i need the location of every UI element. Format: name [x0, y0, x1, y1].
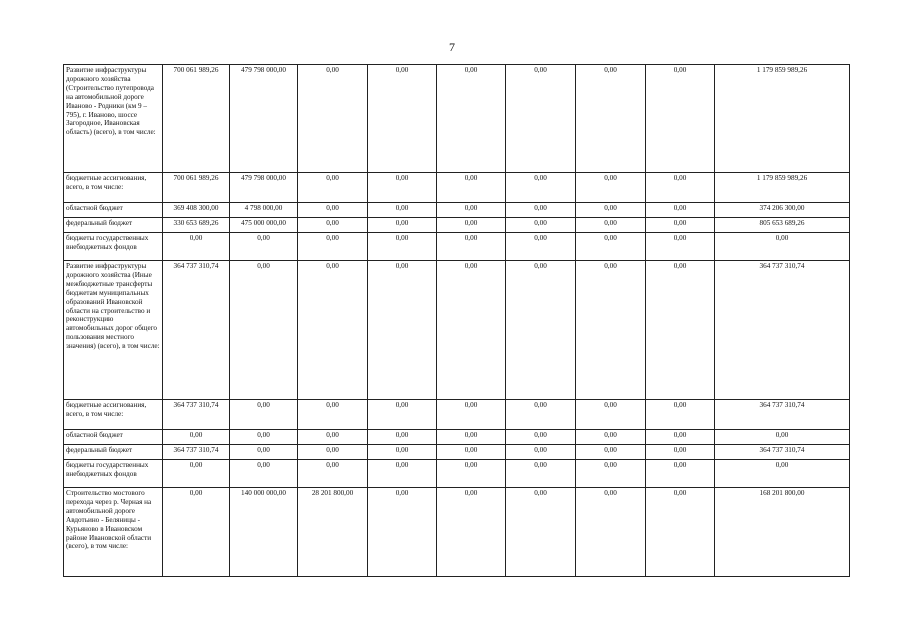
amount-cell: 0,00 — [506, 488, 576, 577]
page-number: 7 — [449, 40, 455, 54]
amount-cell: 364 737 310,74 — [163, 261, 230, 400]
amount-cell: 0,00 — [506, 400, 576, 430]
amount-cell: 0,00 — [298, 460, 368, 488]
amount-cell: 0,00 — [230, 430, 298, 445]
amount-cell: 0,00 — [368, 218, 437, 233]
row-label: областной бюджет — [64, 203, 163, 218]
amount-cell: 0,00 — [506, 173, 576, 203]
amount-cell: 0,00 — [646, 203, 715, 218]
table-row — [64, 460, 850, 488]
amount-cell: 28 201 800,00 — [298, 488, 368, 577]
amount-cell: 0,00 — [576, 233, 646, 261]
amount-cell: 0,00 — [576, 173, 646, 203]
amount-cell: 0,00 — [646, 233, 715, 261]
amount-cell: 0,00 — [506, 261, 576, 400]
row-label: федеральный бюджет — [64, 218, 163, 233]
amount-cell: 0,00 — [646, 430, 715, 445]
amount-cell: 0,00 — [163, 233, 230, 261]
amount-cell: 0,00 — [163, 488, 230, 577]
row-label: бюджетные ассигнования, всего, в том числе: — [64, 173, 163, 203]
amount-cell: 0,00 — [506, 460, 576, 488]
amount-cell: 0,00 — [646, 218, 715, 233]
amount-cell: 0,00 — [646, 65, 715, 173]
budget-table — [63, 64, 850, 577]
amount-cell: 700 061 989,26 — [163, 173, 230, 203]
amount-cell: 0,00 — [437, 488, 506, 577]
amount-cell: 0,00 — [576, 445, 646, 460]
table-row — [64, 400, 850, 430]
row-label: бюджеты государственных внебюджетных фондов — [64, 460, 163, 488]
amount-cell: 0,00 — [506, 203, 576, 218]
amount-cell: 0,00 — [298, 203, 368, 218]
amount-cell: 0,00 — [163, 460, 230, 488]
amount-cell: 0,00 — [230, 400, 298, 430]
amount-cell: 0,00 — [437, 173, 506, 203]
amount-cell: 479 798 000,00 — [230, 65, 298, 173]
amount-cell: 0,00 — [646, 488, 715, 577]
amount-cell: 0,00 — [298, 233, 368, 261]
amount-cell: 4 798 000,00 — [230, 203, 298, 218]
amount-cell: 0,00 — [298, 218, 368, 233]
amount-cell: 0,00 — [646, 261, 715, 400]
row-label: Развитие инфраструктуры дорожного хозяйства (Иные межбюджетные трансферты бюджетам муниципальных образований Ивановской области на строительство и реконструкцию автомобильных дорог общего пользования местного значения) (всего), в том числе: — [64, 261, 163, 400]
amount-cell: 1 179 859 989,26 — [715, 173, 850, 203]
amount-cell: 0,00 — [576, 460, 646, 488]
amount-cell: 0,00 — [715, 460, 850, 488]
table-row — [64, 445, 850, 460]
amount-cell: 0,00 — [437, 445, 506, 460]
table-row — [64, 488, 850, 577]
row-label: бюджеты государственных внебюджетных фондов — [64, 233, 163, 261]
amount-cell: 0,00 — [437, 65, 506, 173]
table-row — [64, 261, 850, 400]
amount-cell: 0,00 — [437, 233, 506, 261]
amount-cell: 374 206 300,00 — [715, 203, 850, 218]
amount-cell: 0,00 — [437, 460, 506, 488]
amount-cell: 0,00 — [437, 400, 506, 430]
table-row — [64, 430, 850, 445]
amount-cell: 0,00 — [230, 233, 298, 261]
amount-cell: 0,00 — [506, 233, 576, 261]
amount-cell: 0,00 — [368, 460, 437, 488]
amount-cell: 0,00 — [437, 430, 506, 445]
amount-cell: 0,00 — [298, 261, 368, 400]
table-row — [64, 203, 850, 218]
row-label: областной бюджет — [64, 430, 163, 445]
amount-cell: 0,00 — [506, 218, 576, 233]
amount-cell: 0,00 — [576, 65, 646, 173]
table-row — [64, 65, 850, 173]
amount-cell: 0,00 — [368, 203, 437, 218]
amount-cell: 0,00 — [576, 203, 646, 218]
amount-cell: 475 000 000,00 — [230, 218, 298, 233]
amount-cell: 805 653 689,26 — [715, 218, 850, 233]
amount-cell: 0,00 — [368, 261, 437, 400]
amount-cell: 0,00 — [437, 261, 506, 400]
amount-cell: 0,00 — [298, 400, 368, 430]
amount-cell: 0,00 — [576, 218, 646, 233]
amount-cell: 369 408 300,00 — [163, 203, 230, 218]
amount-cell: 0,00 — [298, 445, 368, 460]
amount-cell: 0,00 — [298, 173, 368, 203]
amount-cell: 364 737 310,74 — [715, 445, 850, 460]
amount-cell: 0,00 — [163, 430, 230, 445]
amount-cell: 0,00 — [368, 400, 437, 430]
table-row — [64, 218, 850, 233]
amount-cell: 0,00 — [368, 445, 437, 460]
amount-cell: 700 061 989,26 — [163, 65, 230, 173]
amount-cell: 0,00 — [576, 400, 646, 430]
amount-cell: 0,00 — [368, 65, 437, 173]
amount-cell: 0,00 — [576, 488, 646, 577]
table-row — [64, 233, 850, 261]
amount-cell: 0,00 — [368, 488, 437, 577]
amount-cell: 0,00 — [230, 445, 298, 460]
amount-cell: 0,00 — [437, 218, 506, 233]
row-label: федеральный бюджет — [64, 445, 163, 460]
amount-cell: 0,00 — [646, 400, 715, 430]
amount-cell: 0,00 — [506, 65, 576, 173]
amount-cell: 0,00 — [298, 65, 368, 173]
amount-cell: 0,00 — [576, 261, 646, 400]
amount-cell: 0,00 — [437, 203, 506, 218]
amount-cell: 0,00 — [298, 430, 368, 445]
row-label: Развитие инфраструктуры дорожного хозяйства (Строительство путепровода на автомобильной дороге Иваново - Родники (км 9 – 795), г. Иваново, шоссе Загородное, Ивановская область) (всего), в том числе: — [64, 65, 163, 173]
amount-cell: 330 653 689,26 — [163, 218, 230, 233]
amount-cell: 0,00 — [368, 233, 437, 261]
amount-cell: 364 737 310,74 — [715, 400, 850, 430]
amount-cell: 364 737 310,74 — [715, 261, 850, 400]
amount-cell: 0,00 — [368, 430, 437, 445]
amount-cell: 140 000 000,00 — [230, 488, 298, 577]
amount-cell: 364 737 310,74 — [163, 400, 230, 430]
amount-cell: 0,00 — [646, 460, 715, 488]
table-row — [64, 173, 850, 203]
amount-cell: 0,00 — [715, 430, 850, 445]
amount-cell: 364 737 310,74 — [163, 445, 230, 460]
amount-cell: 0,00 — [368, 173, 437, 203]
row-label: бюджетные ассигнования, всего, в том числе: — [64, 400, 163, 430]
amount-cell: 0,00 — [506, 430, 576, 445]
amount-cell: 479 798 000,00 — [230, 173, 298, 203]
amount-cell: 0,00 — [230, 460, 298, 488]
amount-cell: 0,00 — [576, 430, 646, 445]
amount-cell: 0,00 — [646, 173, 715, 203]
amount-cell: 168 201 800,00 — [715, 488, 850, 577]
table-body — [64, 65, 850, 577]
row-label: Строительство мостового перехода через р. Черная на автомобильной дороге Авдотьино - Беляницы - Курьяново в Ивановском районе Ивановской области (всего), в том числе: — [64, 488, 163, 577]
amount-cell: 0,00 — [715, 233, 850, 261]
amount-cell: 0,00 — [230, 261, 298, 400]
amount-cell: 1 179 859 989,26 — [715, 65, 850, 173]
amount-cell: 0,00 — [646, 445, 715, 460]
amount-cell: 0,00 — [506, 445, 576, 460]
